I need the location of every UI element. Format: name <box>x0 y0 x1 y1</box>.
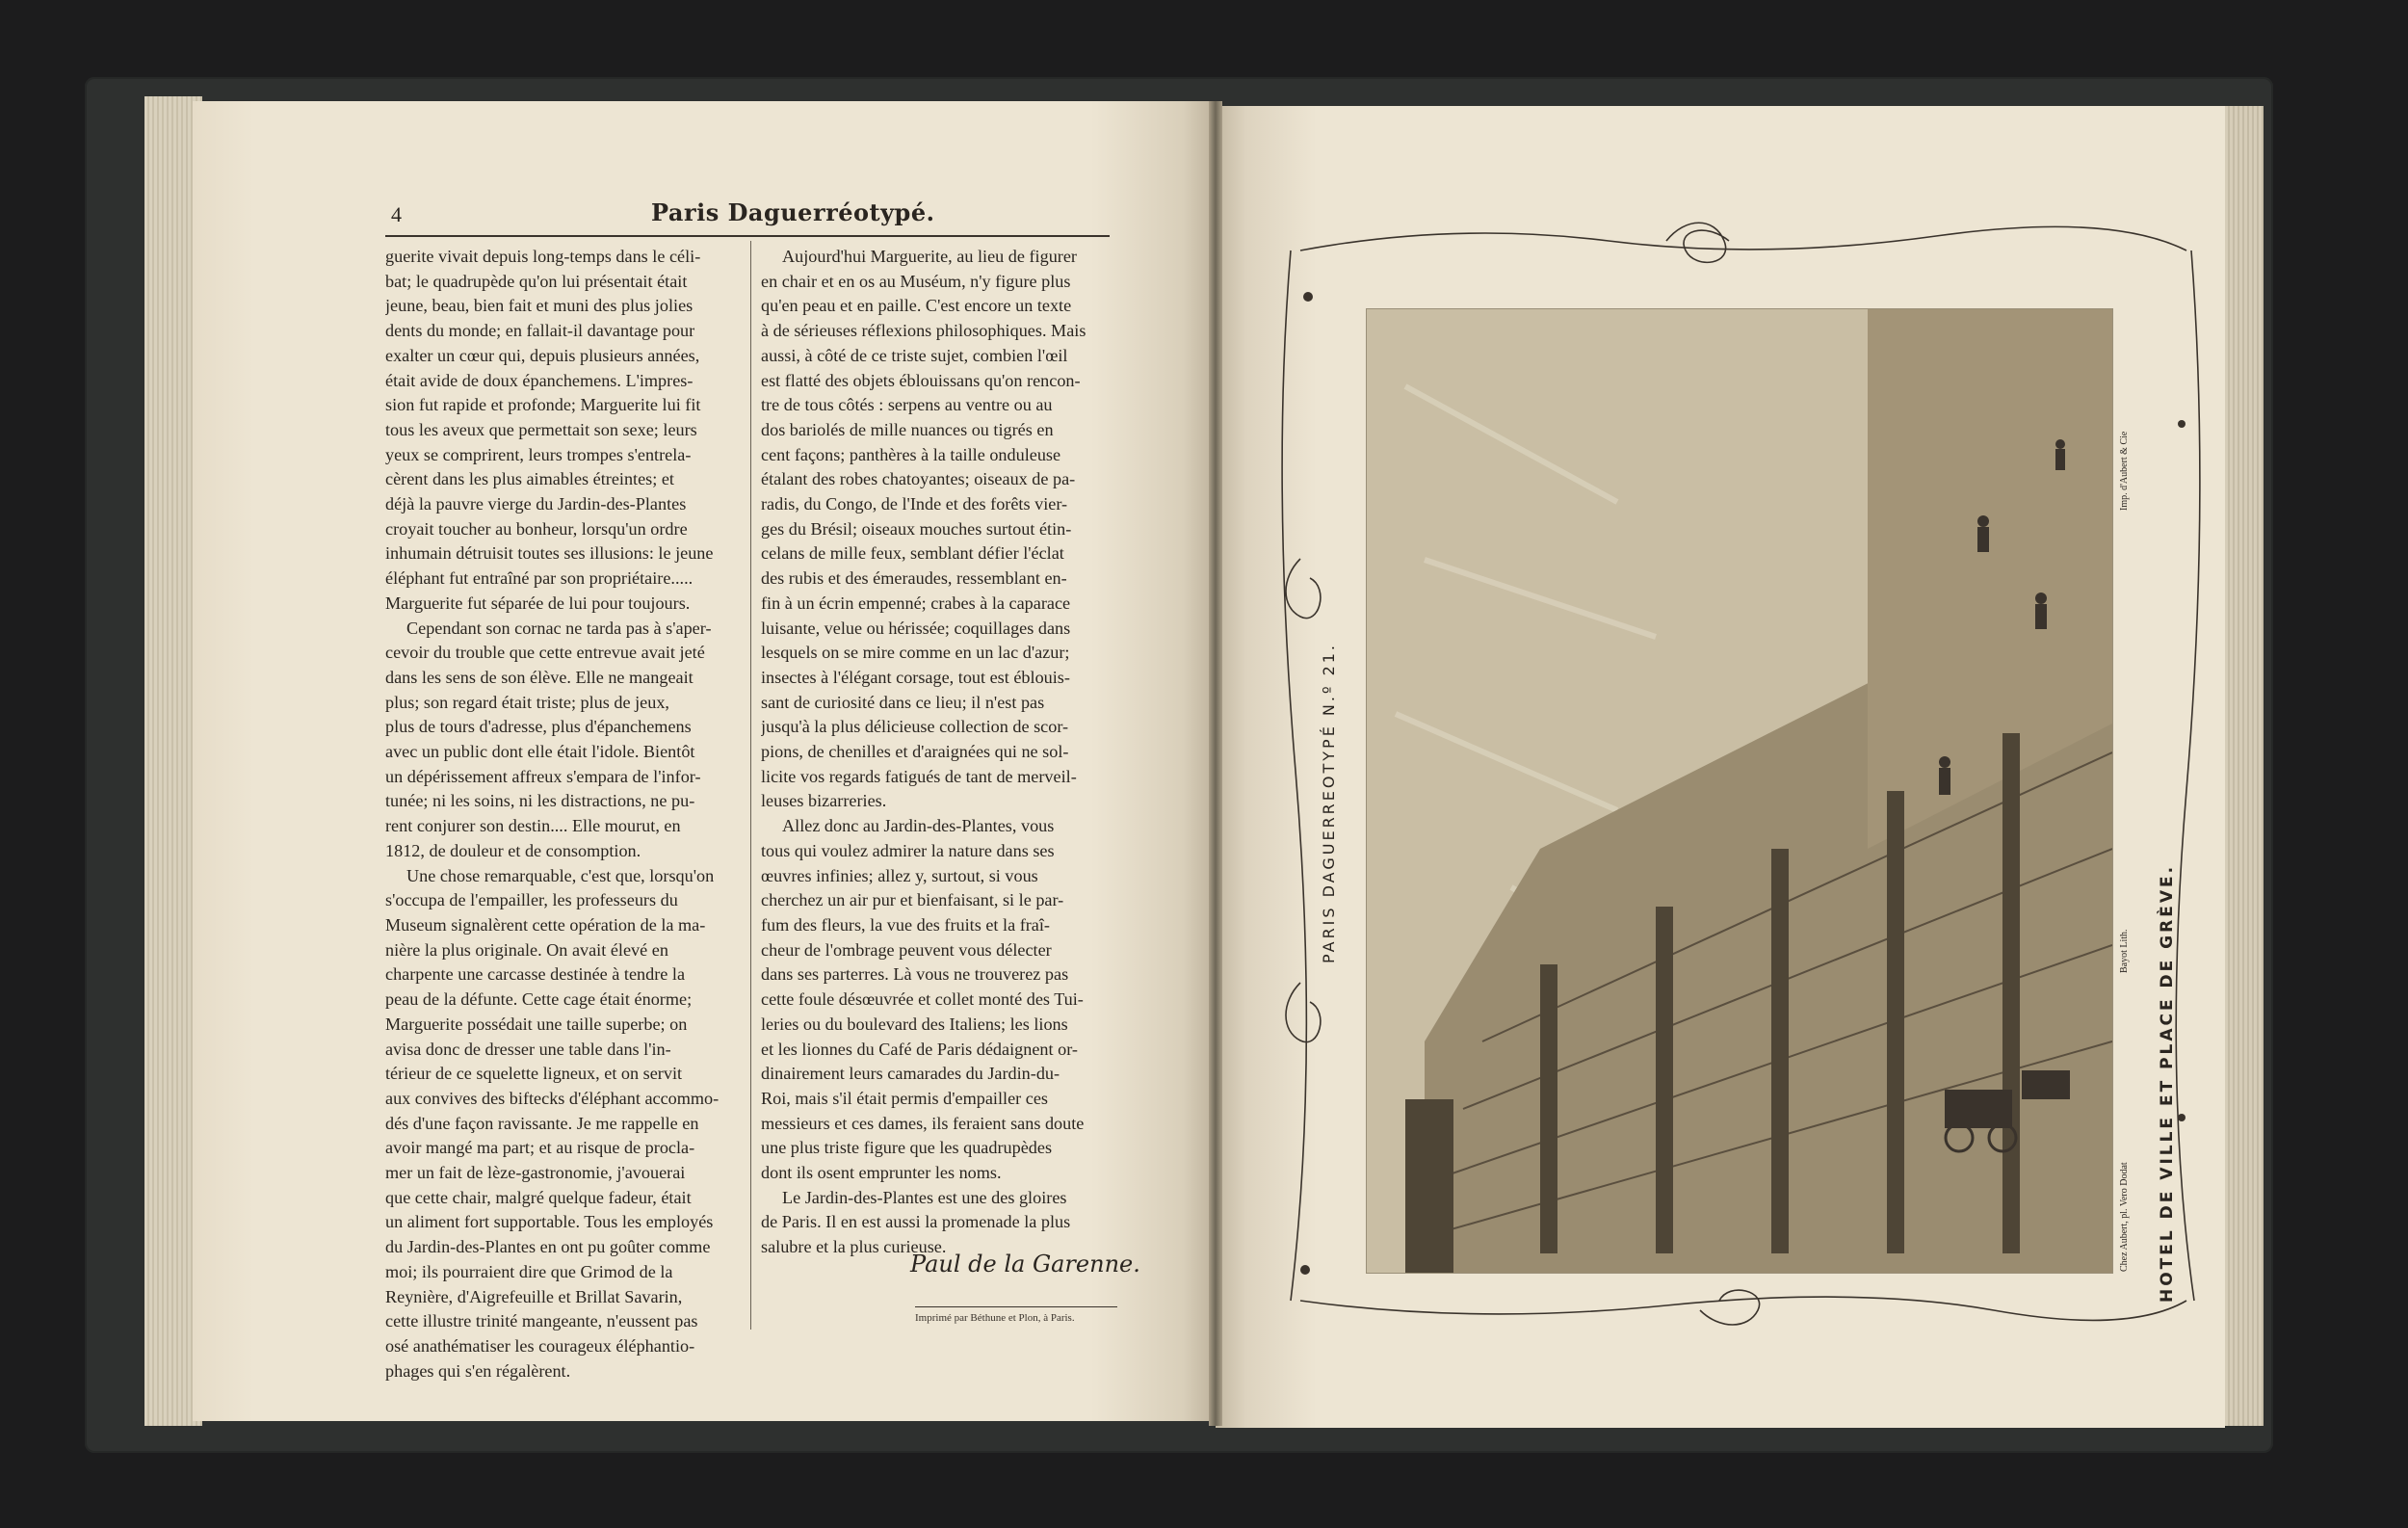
column-divider <box>750 241 751 1330</box>
text-line: est flatté des objets éblouissans qu'on rencon- <box>761 370 1081 390</box>
text-line: osé anathématiser les courageux éléphantio- <box>385 1335 695 1356</box>
text-line: dés d'une façon ravissante. Je me rappelle en <box>385 1113 699 1133</box>
text-line: peau de la défunte. Cette cage était énorme; <box>385 989 693 1010</box>
text-line: nière la plus originale. On avait élevé en <box>385 939 668 960</box>
text-line: leries ou du boulevard des Italiens; les lions <box>761 1014 1068 1034</box>
text-line: charpente une carcasse destinée à tendre la <box>385 964 686 985</box>
text-line: exalter un cœur qui, depuis plusieurs années, <box>385 345 700 365</box>
text-line: inhumain détruisit toutes ses illusions: le jeune <box>385 543 714 564</box>
text-line: rent conjurer son destin.... Elle mourut, en <box>385 816 681 836</box>
text-line: moi; ils pourraient dire que Grimod de la <box>385 1261 673 1281</box>
book-gutter <box>1209 101 1222 1426</box>
text-line: œuvres infinies; allez y, surtout, si vous <box>761 865 1038 885</box>
text-line: yeux se comprirent, leurs trompes s'entrela- <box>385 444 692 464</box>
text-line: tous les aveux que permettait son sexe; leurs <box>385 419 697 439</box>
text-line: cherchez un air pur et bienfaisant, si le par- <box>761 890 1064 910</box>
text-line: licite vos regards fatigués de tant de merveil- <box>761 766 1077 786</box>
text-line: étalant des robes chatoyantes; oiseaux de pa- <box>761 469 1076 489</box>
text-line: leuses bizarreries. <box>761 791 887 811</box>
text-line: Cependant son cornac ne tarda pas à s'aper- <box>406 618 712 638</box>
text-line: Roi, mais s'il était permis d'empailler ces <box>761 1088 1048 1108</box>
text-line: s'occupa de l'empailler, les professeurs du <box>385 890 678 910</box>
text-line: salubre et la plus curieuse. <box>761 1237 947 1257</box>
text-line: Aujourd'hui Marguerite, au lieu de figurer <box>782 247 1077 266</box>
text-line: plus de tours d'adresse, plus d'épanchemens <box>385 717 692 737</box>
page-number: 4 <box>391 202 402 226</box>
text-line: jeune, beau, bien fait et muni des plus jolies <box>385 296 694 316</box>
text-line: fin à un écrin empenné; crabes à la caparace <box>761 593 1071 613</box>
text-line: sion fut rapide et profonde; Marguerite lui fit <box>385 395 701 415</box>
text-line: bat; le quadrupède qu'on lui présentait était <box>385 271 688 291</box>
text-line: dents du monde; en fallait-il davantage pour <box>385 321 695 341</box>
plate-lithographer-credit: Bayot Lith. <box>2119 929 2130 973</box>
text-line: dont ils osent emprunter les noms. <box>761 1163 1002 1183</box>
header-rule <box>385 235 1110 237</box>
text-line: dans les sens de son élève. Elle ne mangeait <box>385 667 694 687</box>
text-line: dans ses parterres. Là vous ne trouverez pas <box>761 964 1069 985</box>
text-line: dos bariolés de mille nuances ou tigrés en <box>761 419 1054 439</box>
plate-series-label: PARIS DAGUERREOTYPÉ N.º 21. <box>1320 642 1338 963</box>
plate-title: HOTEL DE VILLE ET PLACE DE GRÈVE. <box>2158 863 2177 1303</box>
text-line: Allez donc au Jardin-des-Plantes, vous <box>782 816 1055 836</box>
text-line: cette foule désœuvrée et collet monté des Tui- <box>761 989 1084 1010</box>
text-line: sant de curiosité dans ce lieu; il n'est pas <box>761 692 1045 712</box>
text-line: lesquels on se mire comme en un lac d'azur; <box>761 643 1070 663</box>
text-line: à de sérieuses réflexions philosophiques. Mais <box>761 321 1086 341</box>
text-line: jusqu'à la plus délicieuse collection de scor- <box>761 717 1069 737</box>
text-line: Museum signalèrent cette opération de la ma- <box>385 914 706 935</box>
text-column-right <box>761 245 1119 1260</box>
text-line: cent façons; panthères à la taille onduleuse <box>761 444 1061 464</box>
text-line: un aliment fort supportable. Tous les employés <box>385 1212 714 1232</box>
text-line: tunée; ni les soins, ni les distractions, ne pu- <box>385 791 695 811</box>
text-line: croyait toucher au bonheur, lorsqu'un ordre <box>385 518 688 539</box>
text-line: une plus triste figure que les quadrupèdes <box>761 1138 1053 1158</box>
lithograph-plate <box>1366 308 2113 1274</box>
text-line: avec un public dont elle était l'idole. Bientôt <box>385 742 695 762</box>
hotel-de-ville-illustration <box>1367 309 2112 1273</box>
plate-printer-credit: Imp. d'Aubert & Cie <box>2119 431 2130 511</box>
text-line: en chair et en os au Muséum, n'y figure plus <box>761 271 1071 291</box>
text-line: du Jardin-des-Plantes en ont pu goûter comme <box>385 1237 711 1257</box>
text-line: phages qui s'en régalèrent. <box>385 1360 571 1381</box>
text-line: fum des fleurs, la vue des fruits et la fraî- <box>761 914 1050 935</box>
text-line: luisante, velue ou hérissée; coquillages dans <box>761 618 1071 638</box>
text-line: dinairement leurs camarades du Jardin-du- <box>761 1064 1060 1084</box>
text-line: Reynière, d'Aigrefeuille et Brillat Savarin, <box>385 1286 683 1306</box>
text-line: cevoir du trouble que cette entrevue avait jeté <box>385 643 705 663</box>
text-line: Une chose remarquable, c'est que, lorsqu'on <box>406 865 715 885</box>
text-line: ges du Brésil; oiseaux mouches surtout étin- <box>761 518 1072 539</box>
text-line: éléphant fut entraîné par son propriétaire..... <box>385 568 694 589</box>
author-signature: Paul de la Garenne. <box>910 1251 1140 1278</box>
text-line: Le Jardin-des-Plantes est une des gloires <box>782 1187 1067 1207</box>
text-line: plus; son regard était triste; plus de jeux, <box>385 692 669 712</box>
text-line: Marguerite fut séparée de lui pour toujours. <box>385 593 691 613</box>
text-line: un dépérissement affreux s'empara de l'infor- <box>385 766 701 786</box>
plate-publisher-credit: Chez Aubert, pl. Vero Dodat <box>2119 1162 2130 1272</box>
text-line: déjà la pauvre vierge du Jardin-des-Plantes <box>385 494 687 514</box>
running-title: Paris Daguerréotypé. <box>651 198 935 226</box>
text-line: tous qui voulez admirer la nature dans ses <box>761 840 1055 860</box>
text-line: avisa donc de dresser une table dans l'in- <box>385 1039 671 1059</box>
text-line: insectes à l'élégant corsage, tout est éblouis- <box>761 667 1070 687</box>
text-line: avoir mangé ma part; et au risque de proclа- <box>385 1138 695 1158</box>
text-line: et les lionnes du Café de Paris dédaignent or- <box>761 1039 1078 1059</box>
text-line: guerite vivait depuis long-temps dans le céli- <box>385 247 701 266</box>
text-line: était avide de doux épanchemens. L'impres- <box>385 370 694 390</box>
text-line: 1812, de douleur et de consomption. <box>385 840 641 860</box>
text-line: cèrent dans les plus aimables étreintes; et <box>385 469 674 489</box>
printer-rule <box>915 1306 1117 1307</box>
text-line: que cette chair, malgré quelque fadeur, était <box>385 1187 692 1207</box>
text-line: messieurs et ces dames, ils feraient sans doute <box>761 1113 1085 1133</box>
text-line: radis, du Congo, de l'Inde et des forêts vier- <box>761 494 1068 514</box>
text-line: cheur de l'ombrage peuvent vous délecter <box>761 939 1052 960</box>
text-column-left <box>385 245 742 1383</box>
text-line: Marguerite possédait une taille superbe; on <box>385 1014 688 1034</box>
text-line: mer un fait de lèze-gastronomie, j'avouerai <box>385 1163 686 1183</box>
text-line: cette illustre trinité mangeante, n'eussent pas <box>385 1311 698 1331</box>
text-line: aussi, à côté de ce triste sujet, combien l'œil <box>761 345 1068 365</box>
printer-note: Imprimé par Béthune et Plon, à Paris. <box>915 1312 1075 1324</box>
text-line: térieur de ce squelette ligneux, et on servit <box>385 1064 683 1084</box>
text-line: des rubis et des émeraudes, ressemblant en- <box>761 568 1067 589</box>
text-line: pions, de chenilles et d'araignées qui ne sol- <box>761 742 1069 762</box>
text-line: de Paris. Il en est aussi la promenade la plus <box>761 1212 1071 1232</box>
text-line: celans de mille feux, semblant défier l'éclat <box>761 543 1064 564</box>
text-line: qu'en peau et en paille. C'est encore un texte <box>761 296 1072 316</box>
text-line: tre de tous côtés : serpens au ventre ou au <box>761 395 1053 415</box>
text-line: aux convives des biftecks d'éléphant accommo- <box>385 1088 720 1108</box>
